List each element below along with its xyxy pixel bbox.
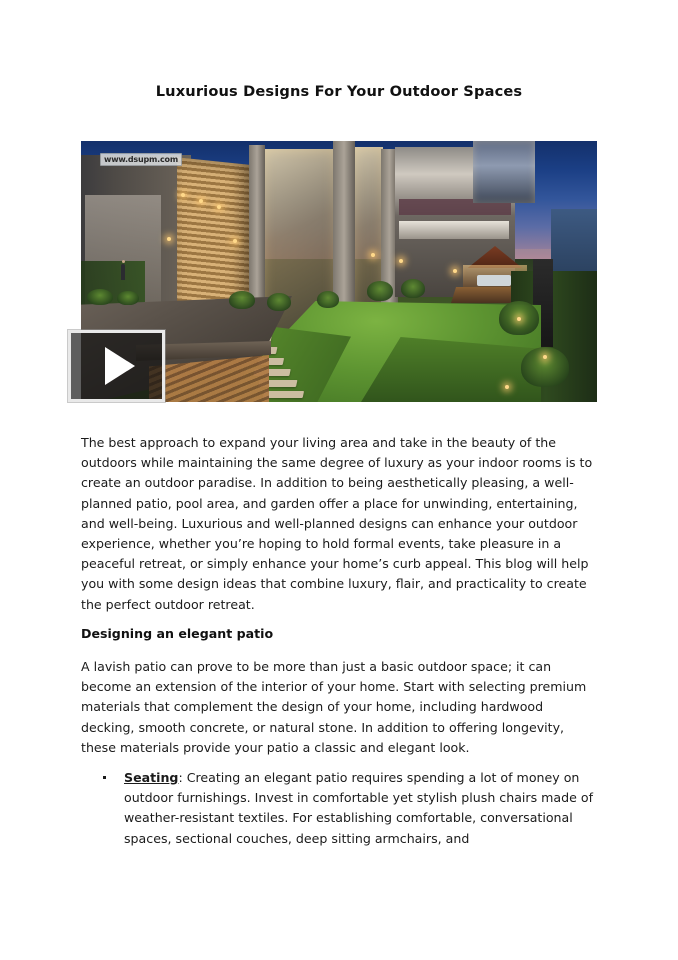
accent-light <box>371 253 375 257</box>
shrub <box>117 291 139 305</box>
gazebo-sofa <box>477 275 511 286</box>
bullet-separator: : <box>178 770 187 785</box>
patio-paragraph: A lavish patio can prove to be more than just a basic outdoor space; it can become an extension of the interior of your home. Start with selecting premium materials that complement the design of your home, including hardwood decking, smooth concrete, or natural stone. In addition to offering longevity, these materials provide your patio a classic and elegant look. <box>81 659 587 755</box>
list-item <box>81 768 597 849</box>
accent-light <box>199 199 203 203</box>
upper-glass-room <box>473 141 535 203</box>
person-figure <box>121 264 125 280</box>
accent-light <box>453 269 457 273</box>
play-icon <box>105 347 135 385</box>
bullet-dot <box>103 776 106 779</box>
bullet-term: Seating <box>124 770 179 785</box>
shrub <box>267 293 291 311</box>
watermark-text: www.dsupm.com <box>100 153 182 166</box>
accent-light <box>399 259 403 263</box>
shrub <box>87 289 113 305</box>
balcony-slab <box>399 221 509 239</box>
page-title: Luxurious Designs For Your Outdoor Spaces <box>155 83 523 100</box>
bullet-text: Creating an elegant patio requires spending a lot of money on outdoor furnishings. Invest in comfortable yet stylish plush chairs made of weather-resistant textiles. For establishing comfortable, conversational spaces, sectional couches, deep sitting armchairs, and <box>124 770 594 846</box>
shrub <box>317 291 339 308</box>
accent-light <box>217 205 221 209</box>
shrub <box>521 347 569 387</box>
section-heading-patio: Designing an elegant patio <box>81 626 274 641</box>
shrub <box>367 281 393 301</box>
accent-light <box>505 385 509 389</box>
accent-light <box>543 355 547 359</box>
accent-light <box>181 193 185 197</box>
video-play-button[interactable] <box>68 330 165 402</box>
accent-light <box>167 237 171 241</box>
accent-light <box>517 317 521 321</box>
intro-paragraph: The best approach to expand your living area and take in the beauty of the outdoors while maintaining the same degree of luxury as your indoor rooms is to create an outdoor paradise. In addition to being aesthetically pleasing, a well-planned patio, pool area, and garden offer a place for unwinding, entertaining, and well-being. Luxurious and well-planned designs can enhance your outdoor experience, whether you’re hoping to hold formal events, take pleasure in a peaceful retreat, or simply enhance your home’s curb appeal. This blog will help you with some design ideas that combine luxury, flair, and practicality to create the perfect outdoor retreat. <box>81 435 593 612</box>
shrub <box>401 279 425 298</box>
bullet-list <box>81 768 597 849</box>
shrub <box>229 291 255 309</box>
accent-light <box>233 239 237 243</box>
